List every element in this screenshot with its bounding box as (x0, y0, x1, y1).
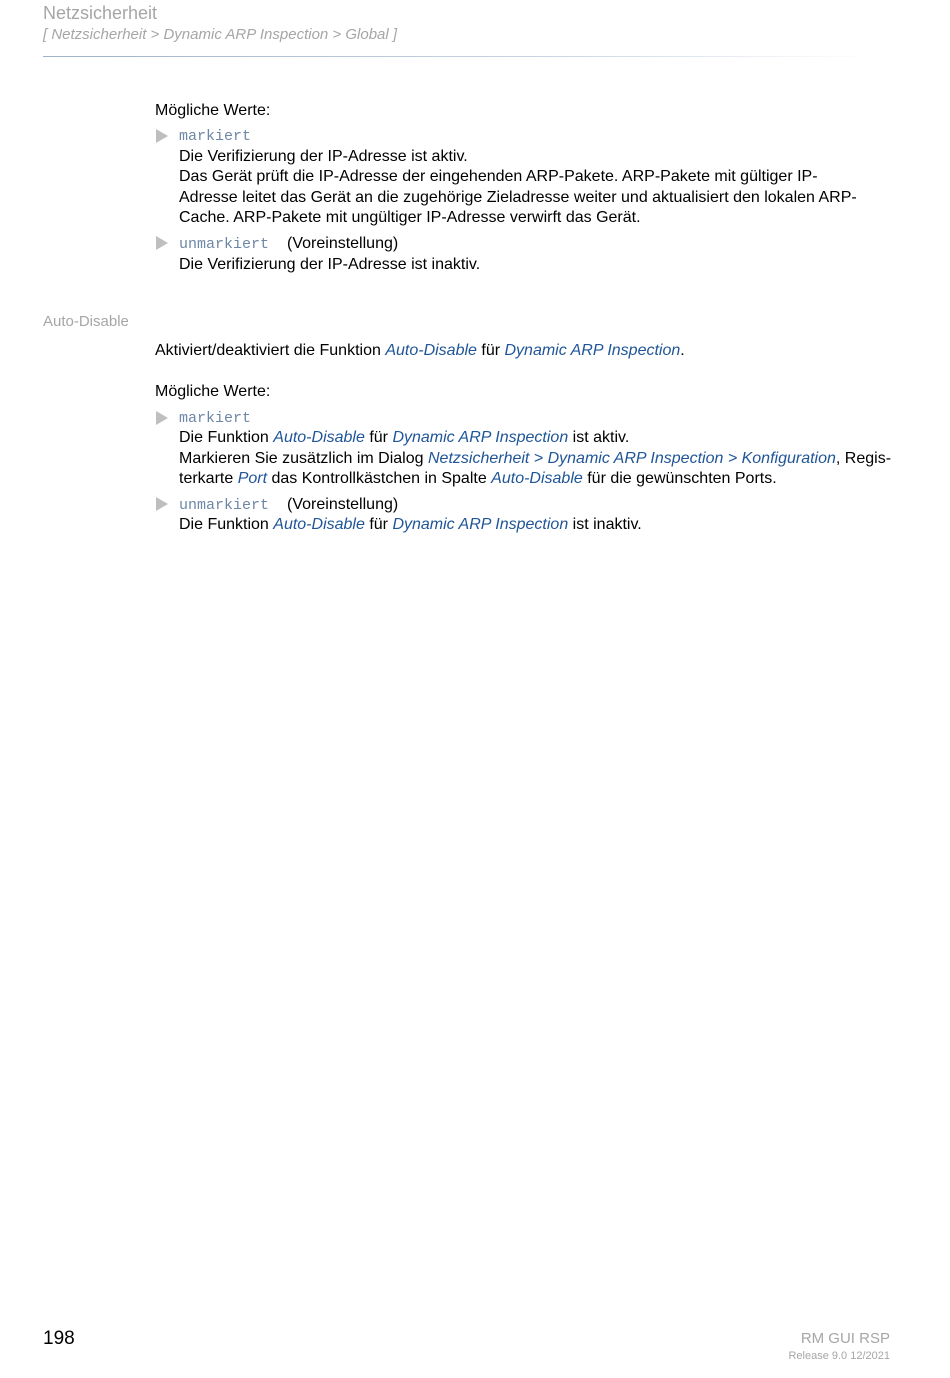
parameter-description (155, 341, 685, 361)
text: , Regis- (835, 450, 892, 467)
option-description-line: Die Verifizierung der IP-Adresse ist inaktiv. (179, 256, 481, 273)
bullet-arrow-icon (156, 129, 168, 143)
value-unmarkiert: unmarkiert (179, 236, 270, 253)
keyword: Dynamic ARP Inspection (392, 429, 569, 446)
text: für die gewünschten Ports. (582, 470, 777, 487)
possible-values-heading: Mögliche Werte: (155, 383, 271, 400)
keyword: Auto-Disable (273, 516, 365, 533)
text: Die Funktion (179, 429, 274, 446)
dialog-path-keyword: Netzsicherheit > Dynamic ARP Inspection > Konfiguration (427, 450, 836, 467)
text: . (680, 342, 685, 359)
keyword: Auto-Disable (385, 342, 477, 359)
parameter-label-auto-disable: Auto-Disable (43, 313, 129, 330)
bullet-arrow-icon (156, 411, 168, 425)
option-unmarkiert-row (179, 234, 398, 255)
breadcrumb: [ Netzsicherheit > Dynamic ARP Inspection > Global ] (43, 26, 398, 43)
default-label: (Voreinstellung) (287, 496, 399, 513)
possible-values-heading: Mögliche Werte: (155, 102, 271, 119)
text: ist inaktiv. (568, 516, 642, 533)
text: Markieren Sie zusätzlich im Dialog (179, 450, 428, 467)
bullet-arrow-icon (156, 497, 168, 511)
option-description-line: Adresse leitet das Gerät an die zugehörige Zieladresse weiter und aktualisiert den lokalen ARP- (179, 189, 857, 206)
text: terkarte (179, 470, 238, 487)
text: Aktiviert/deaktiviert die Funktion (155, 342, 386, 359)
bullet-arrow-icon (156, 236, 168, 250)
keyword: Dynamic ARP Inspection (504, 342, 681, 359)
text: für (364, 429, 393, 446)
document-name: RM GUI RSP (800, 1330, 890, 1347)
text: für (364, 516, 393, 533)
value-unmarkiert: unmarkiert (179, 497, 270, 514)
option-description-line: Cache. ARP-Pakete mit ungültiger IP-Adresse verwirft das Gerät. (179, 209, 641, 226)
header-divider (43, 56, 873, 57)
option-description-line: Das Gerät prüft die IP-Adresse der eingehenden ARP-Pakete. ARP-Pakete mit gültiger IP- (179, 168, 818, 185)
option-description-line (179, 469, 777, 489)
text: das Kontrollkästchen in Spalte (267, 470, 492, 487)
option-description-line: Die Verifizierung der IP-Adresse ist aktiv. (179, 148, 468, 165)
keyword: Auto-Disable (273, 429, 365, 446)
option-description-line (179, 428, 629, 448)
keyword: Auto-Disable (491, 470, 583, 487)
release-info: Release 9.0 12/2021 (788, 1350, 890, 1362)
page-number: 198 (43, 1328, 75, 1349)
option-description-line (179, 515, 642, 535)
value-markiert: markiert (179, 410, 252, 427)
option-description-line (179, 449, 891, 469)
text: ist aktiv. (568, 429, 630, 446)
page-header-title: Netzsicherheit (43, 3, 158, 23)
text: für (476, 342, 505, 359)
keyword: Port (237, 470, 268, 487)
value-markiert: markiert (179, 128, 252, 145)
text: Die Funktion (179, 516, 274, 533)
option-unmarkiert-row (179, 495, 398, 516)
keyword: Dynamic ARP Inspection (392, 516, 569, 533)
default-label: (Voreinstellung) (287, 235, 399, 252)
